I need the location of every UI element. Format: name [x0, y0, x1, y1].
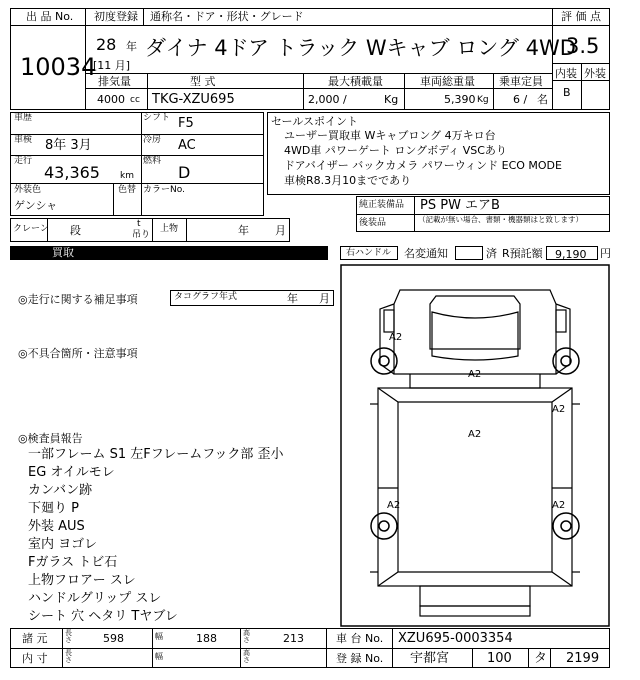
tacho-label: タコグラフ年式: [174, 292, 238, 302]
first-reg-year: 28: [96, 35, 117, 54]
inspector-line-8: 上物フロアー スレ: [28, 573, 136, 588]
max-load-unit: Kg: [384, 93, 399, 106]
shift-label: シフト: [143, 113, 171, 123]
inspector-line-4: 下廻り P: [28, 501, 79, 516]
sales-point-line-1: ユーザー買取車 Wキャブロング 4万キロ台: [284, 129, 496, 142]
model-code: TKG-XZU695: [152, 92, 235, 107]
damage-mark-2: A2: [468, 369, 482, 380]
sales-points-label: セールスポイント: [271, 115, 359, 128]
width-label-2: 幅: [155, 652, 163, 661]
mileage-label: 走行: [14, 156, 33, 166]
color-number-label: カラーNo.: [143, 185, 185, 195]
recycle-prefix: 済: [486, 247, 497, 260]
displacement-unit: cc: [130, 95, 140, 105]
upper-year: 年: [238, 224, 249, 237]
registration-class: 100: [487, 651, 512, 666]
chassis-number: XZU695-0003354: [398, 631, 513, 646]
exterior-label: 外装: [584, 67, 606, 80]
interior-dims-label: 内 寸: [22, 652, 48, 665]
name-change-label: 名変通知: [404, 247, 448, 260]
length-value: 598: [103, 632, 124, 645]
damage-mark-5: A2: [387, 500, 401, 511]
registration-label: 登 録 No.: [336, 652, 384, 665]
registration-area: 宇都宮: [410, 651, 450, 666]
inspection-label: 車検: [14, 135, 33, 145]
displacement-value: 4000: [97, 93, 125, 106]
tacho-year: 年: [287, 292, 298, 305]
inspector-line-5: 外装 AUS: [28, 519, 85, 534]
right-handle-box: [340, 246, 398, 260]
mileage-unit: km: [120, 171, 134, 181]
tacho-month: 月: [319, 292, 330, 305]
height-label: 高さ: [243, 629, 250, 644]
interior-label: 内装: [555, 67, 577, 80]
purchase-text: 買取: [52, 246, 74, 259]
inspector-line-9: ハンドルグリップ スレ: [28, 591, 162, 606]
inspector-line-7: Fガラス トビ石: [28, 555, 118, 570]
width-label: 幅: [155, 632, 163, 641]
history-label: 車歴: [14, 113, 33, 123]
max-load-value: 2,000 /: [308, 93, 347, 106]
length-label-2: 長さ: [65, 649, 72, 664]
defects-title: ◎不具合箇所・注意事項: [18, 347, 138, 360]
width-value: 188: [196, 632, 217, 645]
color-change-label: 色替: [118, 185, 137, 195]
right-handle: 右ハンドル: [346, 248, 392, 258]
overall-score: 3.5: [566, 34, 600, 58]
registration-kana: タ: [534, 651, 548, 666]
interior-grade: B: [563, 86, 571, 99]
first-reg-month: [11 月]: [93, 59, 131, 72]
recycle-amount: 9,190: [555, 248, 587, 261]
capacity-unit: 名: [537, 93, 548, 106]
capacity-label: 乗車定員: [499, 75, 543, 88]
chassis-label: 車 台 No.: [336, 632, 384, 645]
purchase-badge: [10, 246, 328, 260]
inspector-line-2: EG オイルモレ: [28, 465, 115, 480]
ext-color-value: ゲンシャ: [14, 199, 58, 212]
sales-point-line-3: ドアバイザー バックカメラ パワーウィンド ECO MODE: [284, 159, 562, 172]
vehicle-name: ダイナ 4ドア トラック Wキャブ ロング 4WD: [145, 36, 576, 60]
registration-number: 2199: [566, 651, 600, 666]
ext-color-label: 外装色: [14, 185, 42, 195]
gross-weight-unit: Kg: [477, 95, 489, 105]
crane-label: クレーン: [13, 224, 49, 234]
damage-mark-3: A2: [552, 404, 566, 415]
first-reg-year-unit: 年: [126, 40, 137, 53]
upper-month: 月: [275, 224, 286, 237]
genuine-equipment: PS PW エアB: [420, 198, 500, 213]
sales-point-line-4: 車検R8.3月10までであり: [284, 174, 412, 187]
capacity-value: 6 /: [513, 93, 528, 106]
mileage-value: 43,365: [44, 163, 100, 182]
ac-label: 冷房: [143, 135, 162, 145]
max-load-label: 最大積載量: [328, 75, 383, 88]
height-value: 213: [283, 632, 304, 645]
aftermarket-label: 後装品: [359, 218, 387, 228]
crane-tons: t: [137, 219, 141, 229]
name-change-box: [455, 246, 483, 260]
driving-notes-title: ◎走行に関する補足事項: [18, 293, 138, 306]
damage-mark-6: A2: [552, 500, 566, 511]
gross-weight-label: 車両総重量: [420, 75, 475, 88]
genuine-label: 純正装備品: [359, 200, 405, 210]
lot-number: 10034: [20, 53, 97, 81]
displacement-label: 排気量: [98, 75, 131, 88]
damage-mark-1: A2: [389, 332, 403, 343]
vehicle-name-label: 通称名・ドア・形状・グレード: [150, 10, 304, 23]
ac-value: AC: [178, 138, 196, 153]
sales-point-line-2: 4WD車 パワーゲート ロングボディ VSCあり: [284, 144, 507, 157]
aftermarket-note: （記載が無い場合、書類・機器類はと致します）: [418, 215, 583, 224]
fuel-value: D: [178, 163, 191, 182]
gross-weight-value: 5,390: [444, 93, 476, 106]
height-label-2: 高さ: [243, 649, 250, 664]
rating-label: 評 価 点: [561, 10, 601, 23]
crane-steps: 段: [70, 224, 81, 237]
crane-hang: 吊り: [132, 230, 151, 240]
vehicle-damage-diagram: [340, 264, 610, 627]
first-reg-label: 初度登録: [94, 10, 138, 23]
fuel-label: 燃料: [143, 156, 162, 166]
damage-mark-4: A2: [468, 429, 482, 440]
inspector-title: ◎検査員報告: [18, 432, 83, 445]
inspector-line-10: シート 穴 ヘタリ Tヤブレ: [28, 609, 178, 624]
inspector-line-6: 室内 ヨゴレ: [28, 537, 98, 552]
model-label: 型 式: [190, 75, 216, 88]
length-label: 長さ: [65, 629, 72, 644]
dims-label: 諸 元: [22, 632, 48, 645]
recycle-box: [546, 246, 598, 260]
inspector-line-3: カンバン跡: [28, 483, 93, 498]
inspector-line-1: 一部フレーム S1 左Fフレームフック部 歪小: [28, 447, 284, 462]
recycle-unit: 円: [600, 247, 611, 260]
upper-label: 上物: [160, 224, 179, 234]
recycle-label: R預託額: [502, 247, 543, 260]
lot-label: 出 品 No.: [26, 10, 74, 23]
shift-value: F5: [178, 116, 194, 131]
inspection-value: 8年 3月: [45, 138, 92, 153]
